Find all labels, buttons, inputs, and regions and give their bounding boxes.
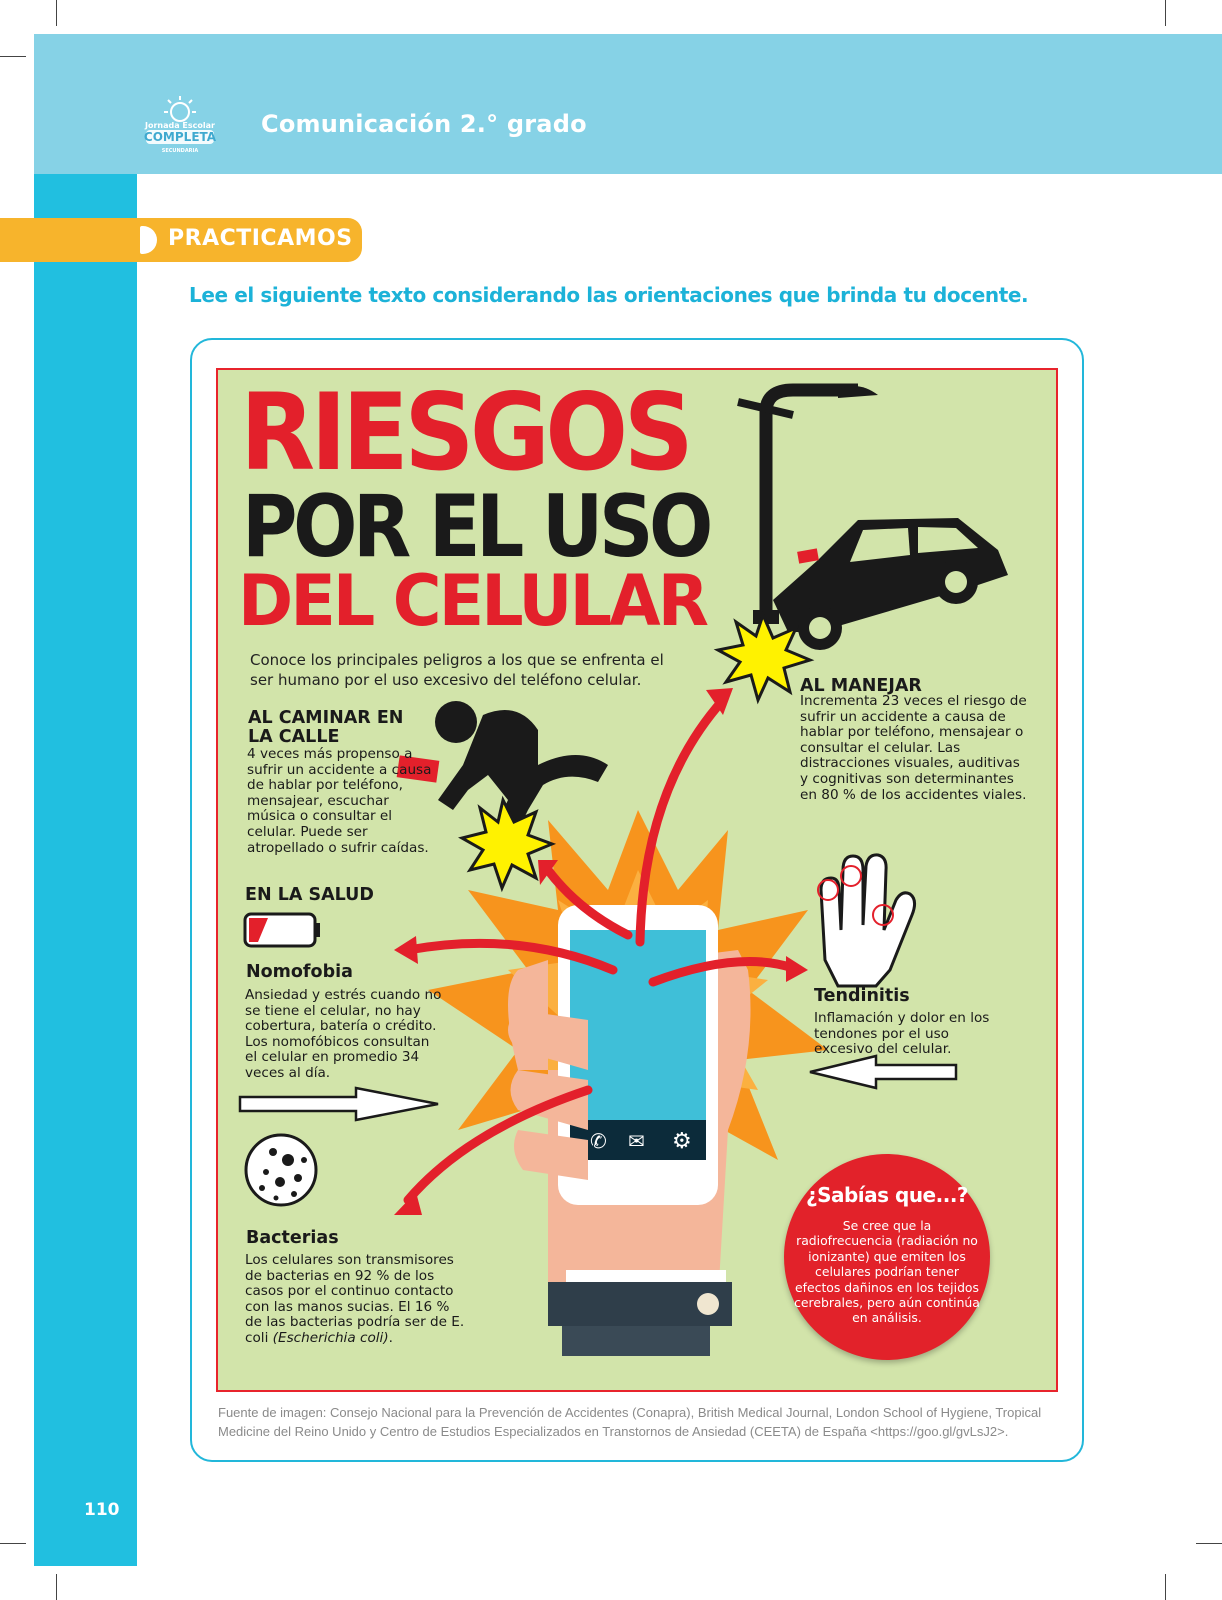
explosion-icon <box>718 615 810 700</box>
gear-icon: ⚙ <box>672 1129 692 1154</box>
walking-body: 4 veces más propenso a sufrir un accidente a causa de hablar por teléfono, mensajear, escuchar música o consultar el celular. Puede ser atropellado o sufrir caídas. <box>247 746 432 856</box>
did-you-know-body: Se cree que la radiofrecuencia (radiación no ionizante) que emiten los celulares podrían tener efectos dañinos en los tejidos cerebrales, pero aún continúa en análisis. <box>794 1218 980 1326</box>
side-band <box>34 174 137 1566</box>
nomofobia-body: Ansiedad y estrés cuando no se tiene el celular, no hay cobertura, batería o crédito. Los nomofóbicos consultan el celular en promedio 34 veces al día. <box>245 987 442 1081</box>
battery-low-icon <box>245 914 320 946</box>
did-you-know-title: ¿Sabías que...? <box>805 1183 969 1207</box>
mail-icon: ✉ <box>628 1129 645 1153</box>
logo-icon <box>140 92 220 156</box>
infographic <box>216 368 1058 1392</box>
white-arrow-left <box>810 1056 956 1088</box>
bacterias-body-italic: (Escherichia coli) <box>272 1329 389 1346</box>
bacteria-icon <box>246 1135 316 1205</box>
bacterias-body-end: . <box>388 1329 393 1346</box>
crop-mark <box>1196 1543 1222 1544</box>
driving-body: Incrementa 23 veces el riesgo de sufrir un accidente a causa de hablar por teléfono, mensajear o consultar el celular. Las distracciones visuales, auditivas y cognitivas son determinantes en 80 % de los accidentes viales. <box>800 693 1027 803</box>
white-arrow-right <box>240 1088 438 1120</box>
logo-text-main: COMPLETA <box>143 130 217 144</box>
health-heading: EN LA SALUD <box>245 885 374 905</box>
section-tab-label: PRACTICAMOS <box>168 226 353 251</box>
crop-mark <box>56 0 57 26</box>
car-crash-icon <box>773 518 1008 650</box>
crop-mark <box>56 1574 57 1600</box>
arrow-head <box>394 936 418 964</box>
instruction-text: Lee el siguiente texto considerando las orientaciones que brinda tu docente. <box>189 283 1029 307</box>
tendinitis-heading: Tendinitis <box>814 986 910 1006</box>
logo-text-top: Jornada Escolar <box>145 121 215 130</box>
bacterias-heading: Bacterias <box>246 1228 339 1248</box>
crop-mark <box>0 1543 26 1544</box>
phone-in-hand-icon <box>508 905 751 1356</box>
bacterias-body-main: Los celulares son transmisores de bacterias en 92 % de los casos por el continuo contacto con las manos sucias. El 16 % de las bacterias podría ser de E. coli <box>245 1252 465 1346</box>
arrow-head <box>786 956 808 982</box>
driving-heading: AL MANEJAR <box>800 676 922 696</box>
explosion-icon <box>462 800 552 888</box>
tendinitis-body: Inflamación y dolor en los tendones por el uso excesivo del celular. <box>814 1010 990 1058</box>
bacterias-body <box>245 1253 465 1347</box>
phone-call-icon: ✆ <box>590 1129 607 1153</box>
nomofobia-heading: Nomofobia <box>246 962 353 982</box>
crop-mark <box>0 56 26 57</box>
crop-mark <box>1165 0 1166 26</box>
hand-tendinitis-icon <box>818 855 915 986</box>
logo-text-bottom: SECUNDARIA <box>161 148 199 154</box>
infographic-title-del-celular: DEL CELULAR <box>238 560 707 642</box>
page-header-title: Comunicación 2.° grado <box>261 110 587 138</box>
infographic-title-riesgos: RIESGOS <box>240 371 690 494</box>
image-source-note: Fuente de imagen: Consejo Nacional para la Prevención de Accidentes (Conapra), British Medical Journal, London School of Hygiene, Tropical Medicine del Reino Unido y Centro de Estudios Especializados en Transtornos de Ansiedad (CEETA) de España <https://goo.gl/gvLsJ2>. <box>218 1405 1042 1439</box>
walking-heading: AL CAMINAR EN LA CALLE <box>248 708 404 747</box>
infographic-intro: Conoce los principales peligros a los que se enfrenta el ser humano por el uso excesivo del teléfono celular. <box>250 651 664 689</box>
page-number: 110 <box>84 1500 120 1520</box>
infographic-title-por-el-uso: POR EL USO <box>242 477 709 577</box>
crop-mark <box>1165 1574 1166 1600</box>
